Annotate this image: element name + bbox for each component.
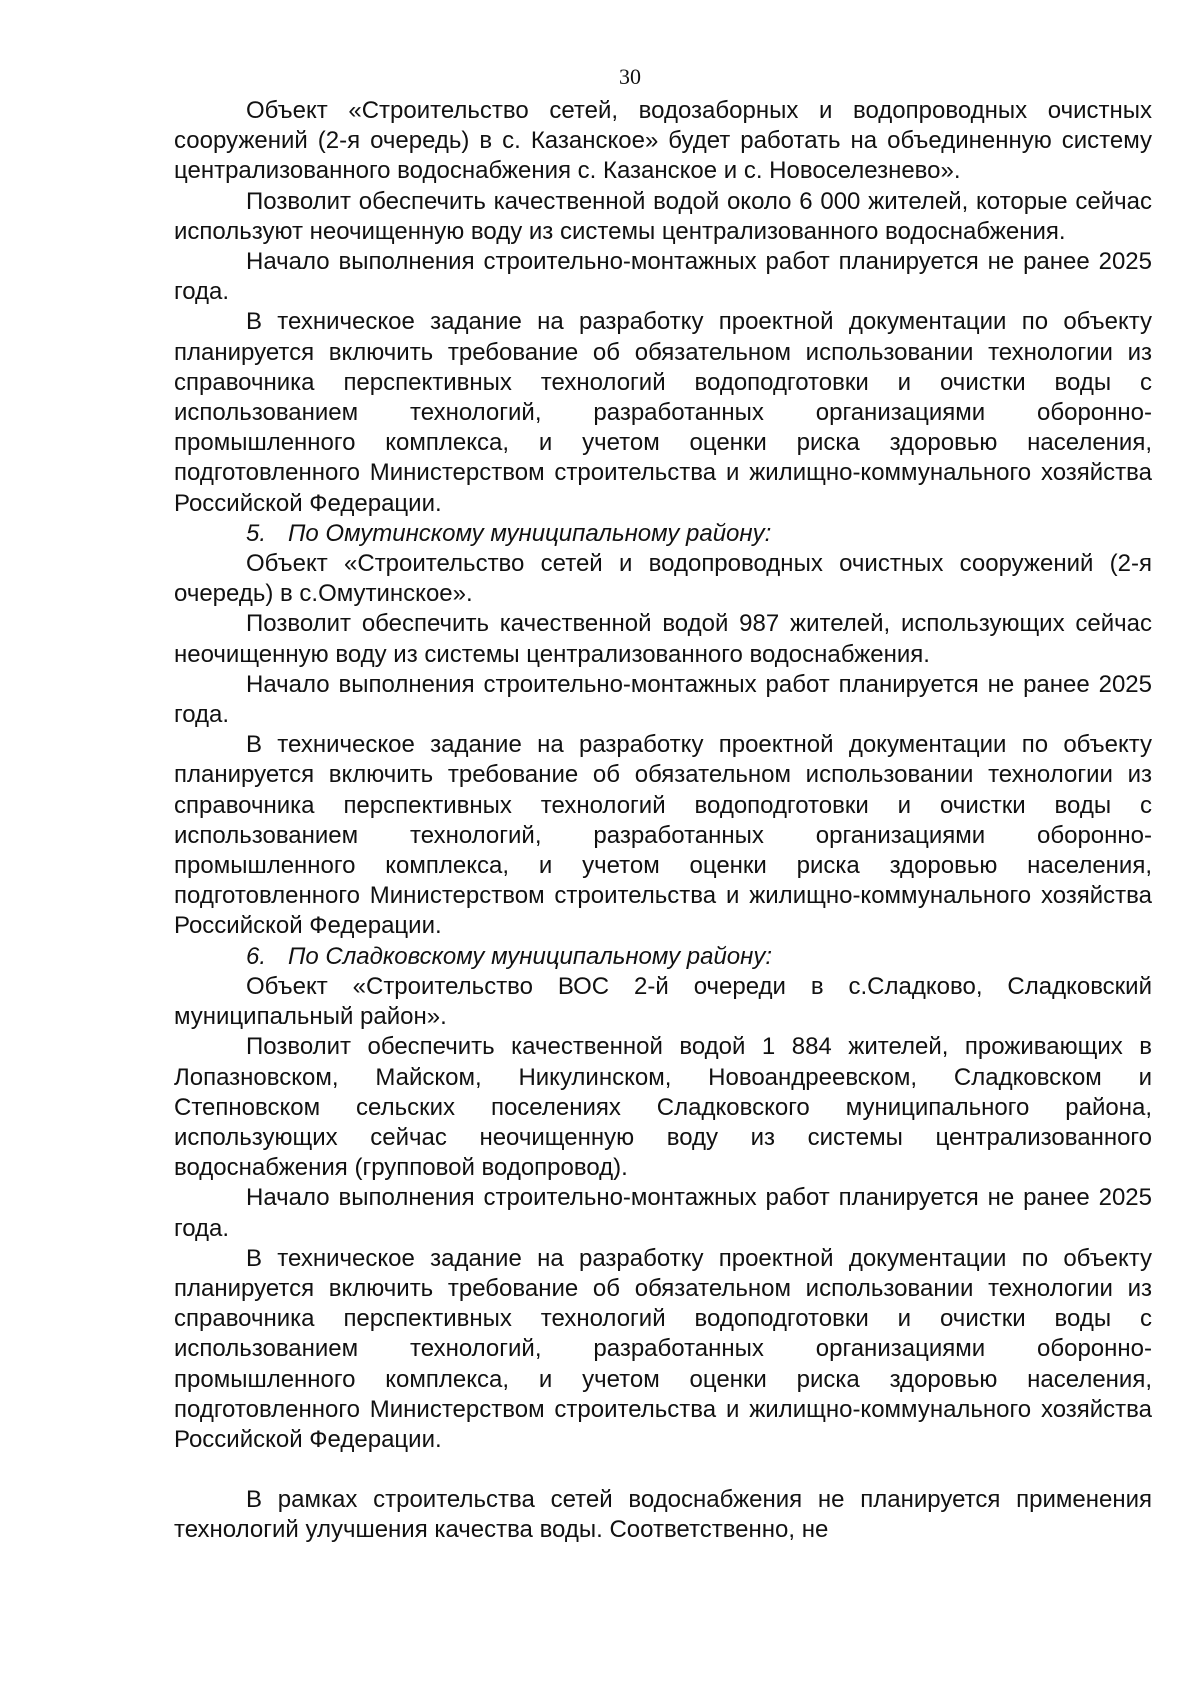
paragraph-spacer <box>174 1455 1152 1485</box>
paragraph-kazanskoe-start: Начало выполнения строительно-монтажных работ планируется не ранее 2025 года. <box>174 248 1152 306</box>
paragraph-omutinsky-start: Начало выполнения строительно-монтажных работ планируется не ранее 2025 года. <box>174 670 1152 729</box>
paragraph-omutinsky-spec: В техническое задание на разработку проектной документации по объекту планируется включить требование об обязательном использовании технологии из справочника перспективных технологий водоподготовки и очистки воды с использованием технологий, разработанных организациями оборонно-промышленного комплекса, и учетом оценки риска здоровью населения, подготовленного Министерством строительства и жилищно-коммунального хозяйства Российской Федерации. <box>174 731 1152 940</box>
section-title: По Омутинскому муниципальному району: <box>288 519 772 547</box>
section-number: 6. <box>246 942 267 970</box>
paragraph-omutinsky-object: Объект «Строительство сетей и водопроводных очистных сооружений (2-я очередь) в с.Омутинское». <box>174 550 1152 608</box>
page-number: 30 <box>619 64 641 89</box>
section-number: 5. <box>246 519 267 547</box>
paragraph-omutinsky-residents: Позволит обеспечить качественной водой 987 жителей, использующих сейчас неочищенную воду из системы централизованного водоснабжения. <box>174 610 1152 668</box>
document-body <box>174 96 1152 1546</box>
paragraph-kazanskoe-object: Объект «Строительство сетей, водозаборных и водопроводных очистных сооружений (2-я очередь) в с. Казанское» будет работать на объединенную систему централизованного водоснабжения с. Казанское и с. Новоселезнево». <box>174 97 1152 185</box>
paragraph-kazanskoe-spec: В техническое задание на разработку проектной документации по объекту планируется включить требование об обязательном использовании технологии из справочника перспективных технологий водоподготовки и очистки воды с использованием технологий, разработанных организациями оборонно-промышленного комплекса, и учетом оценки риска здоровью населения, подготовленного Министерством строительства и жилищно-коммунального хозяйства Российской Федерации. <box>174 308 1152 517</box>
section-heading-omutinsky <box>174 519 1152 549</box>
section-heading-sladkovsky <box>174 942 1152 972</box>
paragraph-kazanskoe-residents: Позволит обеспечить качественной водой около 6 000 жителей, которые сейчас используют неочищенную воду из системы централизованного водоснабжения. <box>174 187 1152 245</box>
paragraph-sladkovsky-object: Объект «Строительство ВОС 2-й очереди в с.Сладково, Сладковский муниципальный район». <box>174 972 1152 1031</box>
paragraph-water-quality-note: В рамках строительства сетей водоснабжения не планируется применения технологий улучшения качества воды. Соответственно, не <box>174 1486 1152 1544</box>
paragraph-sladkovsky-spec: В техническое задание на разработку проектной документации по объекту планируется включить требование об обязательном использовании технологии из справочника перспективных технологий водоподготовки и очистки воды с использованием технологий, разработанных организациями оборонно-промышленного комплекса, и учетом оценки риска здоровью населения, подготовленного Министерством строительства и жилищно-коммунального хозяйства Российской Федерации. <box>174 1244 1152 1453</box>
paragraph-sladkovsky-residents: Позволит обеспечить качественной водой 1 884 жителей, проживающих в Лопазновском, Майском, Никулинском, Новоандреевском, Сладковском и Степновском сельских поселениях Сладковского муниципального района, использующих сейчас неочищенную воду из системы централизованного водоснабжения (групповой водопровод). <box>174 1033 1152 1182</box>
paragraph-sladkovsky-start: Начало выполнения строительно-монтажных работ планируется не ранее 2025 года. <box>174 1184 1152 1242</box>
section-title: По Сладковскому муниципальному району: <box>288 942 773 970</box>
